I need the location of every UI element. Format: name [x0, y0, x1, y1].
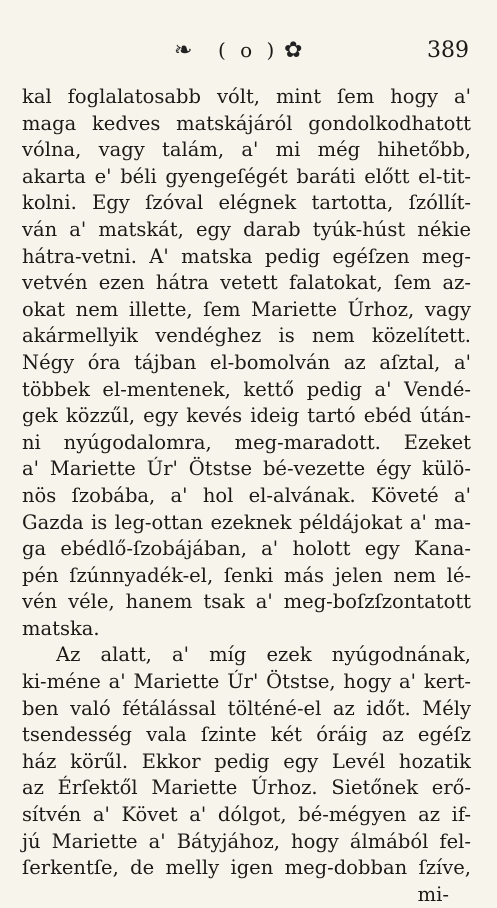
text-line: pén ſzúnnyadék-el, ſenki más jelen nem lé- [22, 563, 471, 587]
text-line: ki-méne a' Mariette Úr' Ötstse, hogy a' kert- [22, 670, 471, 694]
text-line: Gazda is leg-ottan ezeknek példájokat a' ma- [22, 510, 471, 534]
text-line: az Érſektől Mariette Úrhoz. Sietőnek erő- [22, 776, 471, 800]
text-line: Négy óra tájban el-bomolván az aſztal, a' [22, 350, 471, 374]
text-line: Az alatt, a' míg ezek nyúgodnának, [56, 643, 471, 667]
text-line: maga kedves matskájáról gondolkodhatott [22, 111, 471, 135]
text-line: ván a' matskát, egy darab tyúk-húst nékie [22, 217, 471, 241]
text-line: gek közzűl, egy kevés ideig tartó ebéd útán- [22, 404, 471, 428]
page-header [22, 38, 471, 84]
text-line: hátra-vetni. A' matska pedig egéſzen meg- [22, 244, 471, 268]
fleuron-left-icon: ❧ [174, 38, 193, 63]
text-line: akármellyik vendéghez is nem közelített. [22, 324, 471, 348]
text-line: ga ebédlő-ſzobájában, a' holott egy Kana- [22, 537, 471, 561]
text-line: ben való fétálással tölténé-el az időt. Mély [22, 696, 471, 720]
text-line: ſerkentſe, de melly igen meg-dobban ſzíve, [22, 856, 471, 880]
text-line: okat nem illette, ſem Mariette Úrhoz, vagy [22, 297, 471, 321]
text-line: tsendesség vala ſzinte két óráig az egéſz [22, 723, 471, 747]
text-line: vetvén ezen hátra vetett falatokat, ſem az- [22, 271, 471, 295]
text-line: nös ſzobába, a' hol el-alvának. Követé a' [22, 483, 471, 507]
text-line: vólna, vagy talám, a' mi még hihetőbb, [22, 138, 471, 162]
text-line: ni nyúgodalomra, meg-maradott. Ezeket [22, 430, 471, 454]
text-line: sítvén a' Követ a' dólgot, bé-mégyen az if- [22, 803, 471, 827]
text-line: a' Mariette Úr' Ötstse bé-vezette égy külö- [22, 457, 471, 481]
text-line: kal foglalatosabb vólt, mint ſem hogy a' [22, 85, 471, 108]
text-line: akarta e' béli gyengeſégét baráti előtt el-tit- [22, 164, 471, 188]
fleuron-right-icon: ✿ [284, 38, 303, 63]
body-text [22, 84, 471, 908]
catchword: mi- [417, 882, 449, 906]
header-mark: ( o ) [218, 38, 279, 62]
text-line: jú Mariette a' Bátyjához, hogy álmából fel- [22, 829, 471, 853]
page-number: 389 [427, 38, 469, 63]
text-line: többek el-mentenek, kettő pedig a' Vendé- [22, 377, 471, 401]
text-line: vén véle, hanem tsak a' meg-boſzſzontatott [22, 590, 471, 614]
text-line: ház körűl. Ekkor pedig egy Levél hozatik [22, 749, 471, 773]
text-line: matska. [22, 616, 100, 640]
text-line: kolni. Egy ſzóval elégnek tartotta, ſzóllít- [22, 191, 471, 215]
